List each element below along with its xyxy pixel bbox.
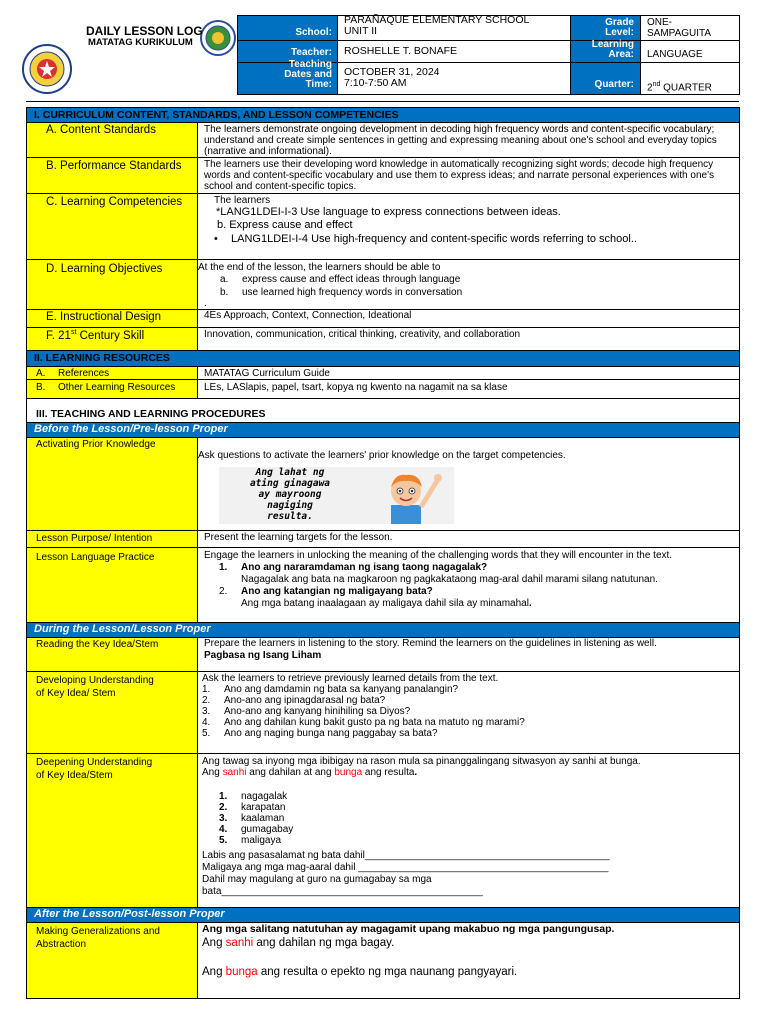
deepening-sentence-2: Maligaya ang mga mag-aaral dahil _____________________________________________	[202, 862, 609, 873]
teacher-value: ROSHELLE T. BONAFE	[344, 45, 458, 57]
boy-cartoon	[369, 467, 454, 524]
quarter-label: Quarter:	[594, 79, 634, 90]
vocab-item: 3. kaalaman	[219, 813, 285, 824]
deepening-word-list	[219, 791, 519, 846]
header-divider	[26, 101, 739, 102]
performance-standards-text: The learners use their developing word knowledge in automatically recognizing sight words; decode high frequency words and content-specific vocabulary and use them to express ideas; and narrate personal experiences with one's school and content-specific topics.	[204, 159, 714, 192]
deepening-sentence-4: bata_______________________________________________	[202, 886, 483, 897]
competencies-intro: The learners	[214, 195, 271, 206]
performance-standards-label: B. Performance Standards	[46, 160, 182, 172]
section-1-title: I. CURRICULUM CONTENT, STANDARDS, AND LESSON COMPETENCIES	[34, 109, 399, 121]
reading-label: Reading the Key Idea/Stem	[36, 639, 159, 650]
area-value: LANGUAGE	[647, 49, 703, 60]
language-q1: 1. Ano ang nararamdaman ng isang taong nagagalak?	[219, 562, 488, 573]
deepening-definition: Ang sanhi ang dahilan at ang bunga ang resulta.	[202, 767, 418, 778]
quarter-value: 2nd QUARTER	[647, 81, 712, 94]
other-resources-label: B. Other Learning Resources	[36, 382, 176, 393]
reading-title: Pagbasa ng Isang Liham	[204, 650, 322, 661]
competency-2: b. Express cause and effect	[217, 219, 353, 231]
generalization-label: Making Generalizations and Abstraction	[36, 926, 160, 950]
skill-text: Innovation, communication, critical thinking, creativity, and collaboration	[204, 329, 521, 340]
developing-item: 1. Ano ang damdamin ng bata sa kanyang panalangin?	[202, 684, 459, 695]
content-standards-text: The learners demonstrate ongoing development in decoding high frequency words and content-specific vocabulary; understand and create simple sentences in getting and expressing meaning about one's school and everyday topics (narrative and informational).	[204, 124, 717, 157]
generalization-bunga: Ang bunga ang resulta o epekto ng mga naunang pangyayari.	[202, 966, 518, 978]
language-practice-intro: Engage the learners in unlocking the meaning of the challenging words that they will encounter in the text.	[204, 550, 673, 561]
school-value: PARAÑAQUE ELEMENTARY SCHOOL UNIT II	[344, 14, 530, 37]
section-2-title: II. LEARNING RESOURCES	[34, 352, 170, 364]
competencies-label: C. Learning Competencies	[46, 196, 183, 208]
vocab-item: 2. karapatan	[219, 802, 286, 813]
reading-text: Prepare the learners in listening to the story. Remind the learners on the guidelines in listening as well.	[204, 638, 657, 649]
language-a1: Nagagalak ang bata na magkaroon ng pagkakataong mag-aral dahil marami silang natutunan.	[241, 574, 658, 585]
after-lesson-title: After the Lesson/Post-lesson Proper	[34, 908, 225, 920]
objectives-label: D. Learning Objectives	[46, 263, 163, 275]
dates-label: Teaching Dates and Time:	[284, 59, 332, 90]
objective-b: b. use learned high frequency words in conversation	[220, 287, 463, 298]
vocab-item: 5. maligaya	[219, 835, 282, 846]
teacher-label: Teacher:	[291, 47, 332, 58]
generalization-sanhi: Ang sanhi ang dahilan ng mga bagay.	[202, 937, 395, 949]
developing-item: 4. Ano ang dahilan kung bakit gusto pa ng bata na matuto ng marami?	[202, 717, 525, 728]
deped-seal	[22, 44, 72, 94]
developing-item: 3. Ano-ano ang kanyang hinihiling sa Diyos?	[202, 706, 411, 717]
vocab-item: 1. nagagalak	[219, 791, 288, 802]
deepening-sentence-3: Dahil may magulang at guro na gumagabay sa mga	[202, 874, 432, 885]
section-3-title: III. TEACHING AND LEARNING PROCEDURES	[36, 408, 266, 420]
area-label: Learning Area:	[591, 39, 634, 60]
instructional-design-label: E. Instructional Design	[46, 311, 162, 323]
lesson-illustration	[219, 467, 454, 524]
during-lesson-title: During the Lesson/Lesson Proper	[34, 623, 211, 635]
generalization-bold: Ang mga salitang natutuhan ay magagamit upang makabuo ng mga pangungusap.	[202, 923, 615, 935]
purpose-label: Lesson Purpose/ Intention	[36, 533, 153, 544]
school-label: School:	[295, 27, 332, 38]
deepening-intro: Ang tawag sa inyong mga ibibigay na rason mula sa pinanggalingang sitwasyon ay sanhi at bunga.	[202, 756, 641, 767]
skill-label: F. 21st Century Skill	[46, 329, 145, 342]
references-text: MATATAG Curriculum Guide	[204, 368, 330, 379]
language-practice-label: Lesson Language Practice	[36, 552, 155, 563]
grade-value: ONE- SAMPAGUITA	[647, 17, 712, 39]
before-lesson-title: Before the Lesson/Pre-lesson Proper	[34, 423, 228, 435]
competency-3: LANG1LDEI-I-4 Use high-frequency and content-specific words referring to school..	[231, 233, 637, 245]
activating-label: Activating Prior Knowledge	[36, 439, 156, 450]
deepening-sentence-1: Labis ang pasasalamat ng bata dahil____________________________________________	[202, 850, 610, 861]
objective-a: a. express cause and effect ideas through language	[220, 274, 461, 285]
activating-text: Ask questions to activate the learners' prior knowledge on the target competencies.	[198, 450, 566, 461]
deepening-label: Deepening Understanding of Key Idea/Stem	[36, 757, 153, 781]
developing-label: Developing Understanding of Key Idea/ Stem	[36, 675, 154, 699]
developing-list	[202, 684, 732, 739]
developing-item: 2. Ano-ano ang ipinagdarasal ng bata?	[202, 695, 386, 706]
purpose-text: Present the learning targets for the lesson.	[204, 532, 393, 543]
objective-dot: .	[204, 298, 207, 309]
dates-value: OCTOBER 31, 2024 7:10-7:50 AM	[344, 66, 440, 89]
objectives-intro: At the end of the lesson, the learners should be able to	[198, 262, 441, 273]
developing-item: 5. Ano ang naging bunga nang paggabay sa bata?	[202, 728, 438, 739]
competency-3-bullet: •	[214, 233, 218, 245]
form-subtitle: MATATAG KURIKULUM	[88, 37, 193, 48]
grade-label: Grade Level:	[605, 17, 634, 38]
language-q2: 2. Ano ang katangian ng maligayang bata?	[219, 586, 433, 597]
references-label: A. References	[36, 368, 110, 379]
instructional-design-text: 4Es Approach, Context, Connection, Ideational	[204, 310, 412, 321]
other-resources-text: LEs, LASlapis, papel, tsart, kopya ng kwento na nagamit na sa klase	[204, 382, 508, 393]
content-standards-label: A. Content Standards	[46, 124, 156, 136]
form-title: DAILY LESSON LOG	[86, 24, 203, 38]
vocab-item: 4. gumagabay	[219, 824, 294, 835]
language-a2: Ang mga batang inaalagaan ay maligaya dahil sila ay minamahal.	[241, 598, 532, 609]
competency-1: *LANG1LDEI-I-3 Use language to express connections between ideas.	[216, 206, 561, 218]
developing-intro: Ask the learners to retrieve previously learned details from the text.	[202, 673, 499, 684]
illustration-caption: Ang lahat ng ating ginagawa ay mayroong nagiging resulta.	[249, 467, 331, 522]
